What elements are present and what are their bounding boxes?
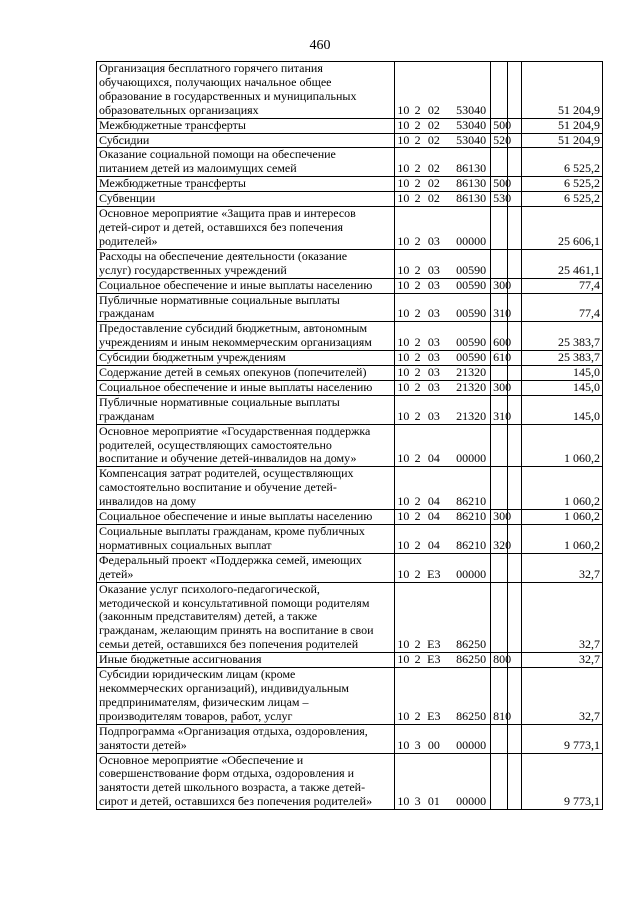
code-direction: 21320: [456, 365, 487, 380]
item-name: Субсидии бюджетным учреждениям: [97, 351, 395, 366]
table-row: [97, 668, 603, 725]
code-subprogram: 04: [427, 509, 440, 524]
expense-type-code: [491, 424, 508, 467]
code-direction: 86250: [456, 637, 487, 652]
code-program: 2: [414, 365, 421, 380]
amount: 77,4: [522, 293, 603, 322]
code-section: 10: [397, 509, 410, 524]
code-direction: 00000: [456, 451, 487, 466]
code-section: 10: [397, 408, 410, 423]
item-name: Расходы на обеспечение деятельности (оказание услуг) государственных учреждений: [97, 249, 395, 278]
amount: 32,7: [522, 553, 603, 582]
code-program: 2: [414, 509, 421, 524]
item-name: Социальное обеспечение и иные выплаты населению: [97, 380, 395, 395]
code-subprogram: 03: [427, 408, 440, 423]
code-section: 10: [397, 117, 410, 132]
code-section: 10: [397, 191, 410, 206]
item-name: Основное мероприятие «Защита прав и интересов детей-сирот и детей, оставшихся без попечения родителей»: [97, 207, 395, 250]
code-subprogram: 04: [427, 494, 440, 509]
code-program: 2: [414, 161, 421, 176]
item-name: Межбюджетные трансферты: [97, 118, 395, 133]
code-program: 2: [414, 306, 421, 321]
code-subprogram: 03: [427, 262, 440, 277]
empty-cell: [508, 582, 522, 653]
expense-type-code: 500: [491, 177, 508, 192]
expense-type-code: [491, 62, 508, 119]
table-row: [97, 582, 603, 653]
amount: 25 383,7: [522, 322, 603, 351]
empty-cell: [508, 148, 522, 177]
amount: 25 606,1: [522, 207, 603, 250]
classification-code: [395, 380, 491, 395]
empty-cell: [508, 249, 522, 278]
table-row: [97, 278, 603, 293]
expense-type-code: 300: [491, 510, 508, 525]
code-section: 10: [397, 637, 410, 652]
expense-type-code: [491, 553, 508, 582]
code-subprogram: 02: [427, 102, 440, 117]
code-section: 10: [397, 176, 410, 191]
code-section: 10: [397, 161, 410, 176]
code-subprogram: 03: [427, 350, 440, 365]
code-subprogram: 00: [427, 737, 440, 752]
amount: 25 461,1: [522, 249, 603, 278]
code-program: 2: [414, 262, 421, 277]
empty-cell: [508, 753, 522, 810]
classification-code: [395, 148, 491, 177]
budget-table-body: [97, 62, 603, 810]
table-row: [97, 525, 603, 554]
code-section: 10: [397, 335, 410, 350]
item-name: Межбюджетные трансферты: [97, 177, 395, 192]
item-name: Публичные нормативные социальные выплаты гражданам: [97, 293, 395, 322]
amount: 32,7: [522, 653, 603, 668]
classification-code: [395, 118, 491, 133]
code-program: 2: [414, 494, 421, 509]
item-name: Подпрограмма «Организация отдыха, оздоровления, занятости детей»: [97, 724, 395, 753]
item-name: Основное мероприятие «Обеспечение и совершенствование форм отдыха, оздоровления и занятости детей школьного возраста, а также детей- сирот и детей, оставшихся без попечения родителей»: [97, 753, 395, 810]
table-row: [97, 148, 603, 177]
code-direction: 86130: [456, 191, 487, 206]
code-section: 10: [397, 233, 410, 248]
code-direction: 00590: [456, 350, 487, 365]
amount: 77,4: [522, 278, 603, 293]
item-name: Субвенции: [97, 192, 395, 207]
code-direction: 86250: [456, 708, 487, 723]
table-row: [97, 653, 603, 668]
amount: 51 204,9: [522, 62, 603, 119]
classification-code: [395, 753, 491, 810]
code-section: 10: [397, 306, 410, 321]
expense-type-code: 320: [491, 525, 508, 554]
code-subprogram: 01: [427, 794, 440, 809]
code-subprogram: 02: [427, 176, 440, 191]
classification-code: [395, 177, 491, 192]
item-name: Оказание социальной помощи на обеспечение питанием детей из малоимущих семей: [97, 148, 395, 177]
code-program: 2: [414, 350, 421, 365]
empty-cell: [508, 724, 522, 753]
amount: 51 204,9: [522, 133, 603, 148]
code-subprogram: 02: [427, 191, 440, 206]
code-direction: 86210: [456, 537, 487, 552]
code-direction: 00590: [456, 306, 487, 321]
code-subprogram: 03: [427, 365, 440, 380]
code-program: 2: [414, 408, 421, 423]
item-name: Социальные выплаты гражданам, кроме публичных нормативных социальных выплат: [97, 525, 395, 554]
code-program: 2: [414, 566, 421, 581]
expense-type-code: 800: [491, 653, 508, 668]
code-subprogram: 02: [427, 132, 440, 147]
code-direction: 00000: [456, 566, 487, 581]
code-direction: 53040: [456, 132, 487, 147]
code-program: 2: [414, 379, 421, 394]
empty-cell: [508, 467, 522, 510]
code-subprogram: Е3: [427, 566, 441, 581]
classification-code: [395, 249, 491, 278]
item-name: Иные бюджетные ассигнования: [97, 653, 395, 668]
amount: 51 204,9: [522, 118, 603, 133]
expense-type-code: [491, 753, 508, 810]
expense-type-code: 500: [491, 118, 508, 133]
table-row: [97, 380, 603, 395]
code-section: 10: [397, 652, 410, 667]
amount: 1 060,2: [522, 525, 603, 554]
code-section: 10: [397, 737, 410, 752]
code-program: 3: [414, 737, 421, 752]
table-row: [97, 724, 603, 753]
item-name: Содержание детей в семьях опекунов (попечителей): [97, 366, 395, 381]
code-program: 2: [414, 176, 421, 191]
item-name: Социальное обеспечение и иные выплаты населению: [97, 278, 395, 293]
code-direction: 86210: [456, 509, 487, 524]
empty-cell: [508, 62, 522, 119]
code-subprogram: 04: [427, 537, 440, 552]
amount: 9 773,1: [522, 724, 603, 753]
code-direction: 21320: [456, 408, 487, 423]
code-subprogram: 04: [427, 451, 440, 466]
item-name: Федеральный проект «Поддержка семей, имеющих детей»: [97, 553, 395, 582]
code-direction: 00000: [456, 737, 487, 752]
classification-code: [395, 668, 491, 725]
expense-type-code: 300: [491, 380, 508, 395]
code-direction: 00000: [456, 233, 487, 248]
code-direction: 00000: [456, 794, 487, 809]
code-direction: 53040: [456, 117, 487, 132]
amount: 145,0: [522, 380, 603, 395]
item-name: Компенсация затрат родителей, осуществляющих самостоятельно воспитание и обучение детей- инвалидов на дому: [97, 467, 395, 510]
code-section: 10: [397, 494, 410, 509]
classification-code: [395, 467, 491, 510]
amount: 145,0: [522, 366, 603, 381]
code-program: 2: [414, 708, 421, 723]
amount: 1 060,2: [522, 424, 603, 467]
expense-type-code: [491, 582, 508, 653]
code-program: 2: [414, 132, 421, 147]
item-name: Публичные нормативные социальные выплаты гражданам: [97, 395, 395, 424]
amount: 6 525,2: [522, 177, 603, 192]
code-direction: 86210: [456, 494, 487, 509]
table-row: [97, 293, 603, 322]
empty-cell: [508, 553, 522, 582]
item-name: Оказание услуг психолого-педагогической, методической и консультативной помощи родителям (законным представителям) детей, а также гражданам, желающим принять на воспитание в свои семьи детей, оставшихся без попечения родителей: [97, 582, 395, 653]
classification-code: [395, 395, 491, 424]
amount: 6 525,2: [522, 192, 603, 207]
classification-code: [395, 278, 491, 293]
classification-code: [395, 207, 491, 250]
code-program: 2: [414, 637, 421, 652]
code-program: 2: [414, 652, 421, 667]
code-subprogram: 03: [427, 233, 440, 248]
expense-type-code: [491, 249, 508, 278]
empty-cell: [508, 366, 522, 381]
expense-type-code: [491, 366, 508, 381]
table-row: [97, 62, 603, 119]
expense-type-code: 810: [491, 668, 508, 725]
classification-code: [395, 192, 491, 207]
amount: 1 060,2: [522, 467, 603, 510]
classification-code: [395, 351, 491, 366]
budget-table: [96, 61, 603, 810]
code-section: 10: [397, 379, 410, 394]
empty-cell: [508, 207, 522, 250]
item-name: Организация бесплатного горячего питания обучающихся, получающих начальное общее образование в государственных и муниципальных образовательных организациях: [97, 62, 395, 119]
item-name: Субсидии юридическим лицам (кроме некоммерческих организаций), индивидуальным предпринимателям, физическим лицам – производителям товаров, работ, услуг: [97, 668, 395, 725]
table-row: [97, 467, 603, 510]
table-row: [97, 192, 603, 207]
code-subprogram: 03: [427, 306, 440, 321]
code-program: 2: [414, 117, 421, 132]
amount: 9 773,1: [522, 753, 603, 810]
code-subprogram: 02: [427, 161, 440, 176]
code-direction: 86130: [456, 161, 487, 176]
amount: 6 525,2: [522, 148, 603, 177]
code-section: 10: [397, 451, 410, 466]
classification-code: [395, 653, 491, 668]
code-program: 2: [414, 191, 421, 206]
table-row: [97, 553, 603, 582]
code-section: 10: [397, 708, 410, 723]
classification-code: [395, 424, 491, 467]
expense-type-code: 600: [491, 322, 508, 351]
classification-code: [395, 582, 491, 653]
classification-code: [395, 553, 491, 582]
classification-code: [395, 366, 491, 381]
table-row: [97, 510, 603, 525]
code-program: 2: [414, 277, 421, 292]
classification-code: [395, 510, 491, 525]
code-direction: 00590: [456, 262, 487, 277]
table-row: [97, 351, 603, 366]
item-name: Основное мероприятие «Государственная поддержка родителей, осуществляющих самостоятельно воспитание и обучение детей-инвалидов на дому»: [97, 424, 395, 467]
page-number: 460: [309, 38, 331, 53]
item-name: Субсидии: [97, 133, 395, 148]
expense-type-code: 310: [491, 293, 508, 322]
code-program: 2: [414, 102, 421, 117]
code-program: 3: [414, 794, 421, 809]
amount: 145,0: [522, 395, 603, 424]
code-subprogram: 02: [427, 117, 440, 132]
expense-type-code: [491, 467, 508, 510]
code-direction: 21320: [456, 379, 487, 394]
classification-code: [395, 133, 491, 148]
table-row: [97, 133, 603, 148]
expense-type-code: 610: [491, 351, 508, 366]
expense-type-code: [491, 724, 508, 753]
amount: 25 383,7: [522, 351, 603, 366]
amount: 1 060,2: [522, 510, 603, 525]
amount: 32,7: [522, 668, 603, 725]
classification-code: [395, 62, 491, 119]
table-row: [97, 366, 603, 381]
classification-code: [395, 724, 491, 753]
code-subprogram: Е3: [427, 708, 441, 723]
code-section: 10: [397, 794, 410, 809]
table-row: [97, 424, 603, 467]
code-section: 10: [397, 262, 410, 277]
table-row: [97, 177, 603, 192]
code-program: 2: [414, 451, 421, 466]
classification-code: [395, 525, 491, 554]
code-direction: 00590: [456, 335, 487, 350]
code-section: 10: [397, 350, 410, 365]
empty-cell: [508, 424, 522, 467]
table-row: [97, 322, 603, 351]
expense-type-code: 520: [491, 133, 508, 148]
expense-type-code: [491, 207, 508, 250]
table-row: [97, 753, 603, 810]
code-direction: 53040: [456, 102, 487, 117]
code-section: 10: [397, 132, 410, 147]
item-name: Социальное обеспечение и иные выплаты населению: [97, 510, 395, 525]
table-row: [97, 207, 603, 250]
code-section: 10: [397, 537, 410, 552]
amount: 32,7: [522, 582, 603, 653]
code-subprogram: Е3: [427, 652, 441, 667]
expense-type-code: 530: [491, 192, 508, 207]
code-subprogram: 03: [427, 379, 440, 394]
code-section: 10: [397, 277, 410, 292]
code-program: 2: [414, 233, 421, 248]
expense-type-code: 310: [491, 395, 508, 424]
code-section: 10: [397, 102, 410, 117]
code-direction: 86130: [456, 176, 487, 191]
table-row: [97, 118, 603, 133]
code-direction: 00590: [456, 277, 487, 292]
code-program: 2: [414, 335, 421, 350]
code-direction: 86250: [456, 652, 487, 667]
item-name: Предоставление субсидий бюджетным, автономным учреждениям и иным некоммерческим организациям: [97, 322, 395, 351]
code-program: 2: [414, 537, 421, 552]
table-row: [97, 395, 603, 424]
code-subprogram: 03: [427, 277, 440, 292]
expense-type-code: 300: [491, 278, 508, 293]
classification-code: [395, 322, 491, 351]
code-subprogram: 03: [427, 335, 440, 350]
expense-type-code: [491, 148, 508, 177]
code-section: 10: [397, 365, 410, 380]
classification-code: [395, 293, 491, 322]
code-subprogram: Е3: [427, 637, 441, 652]
table-row: [97, 249, 603, 278]
code-section: 10: [397, 566, 410, 581]
